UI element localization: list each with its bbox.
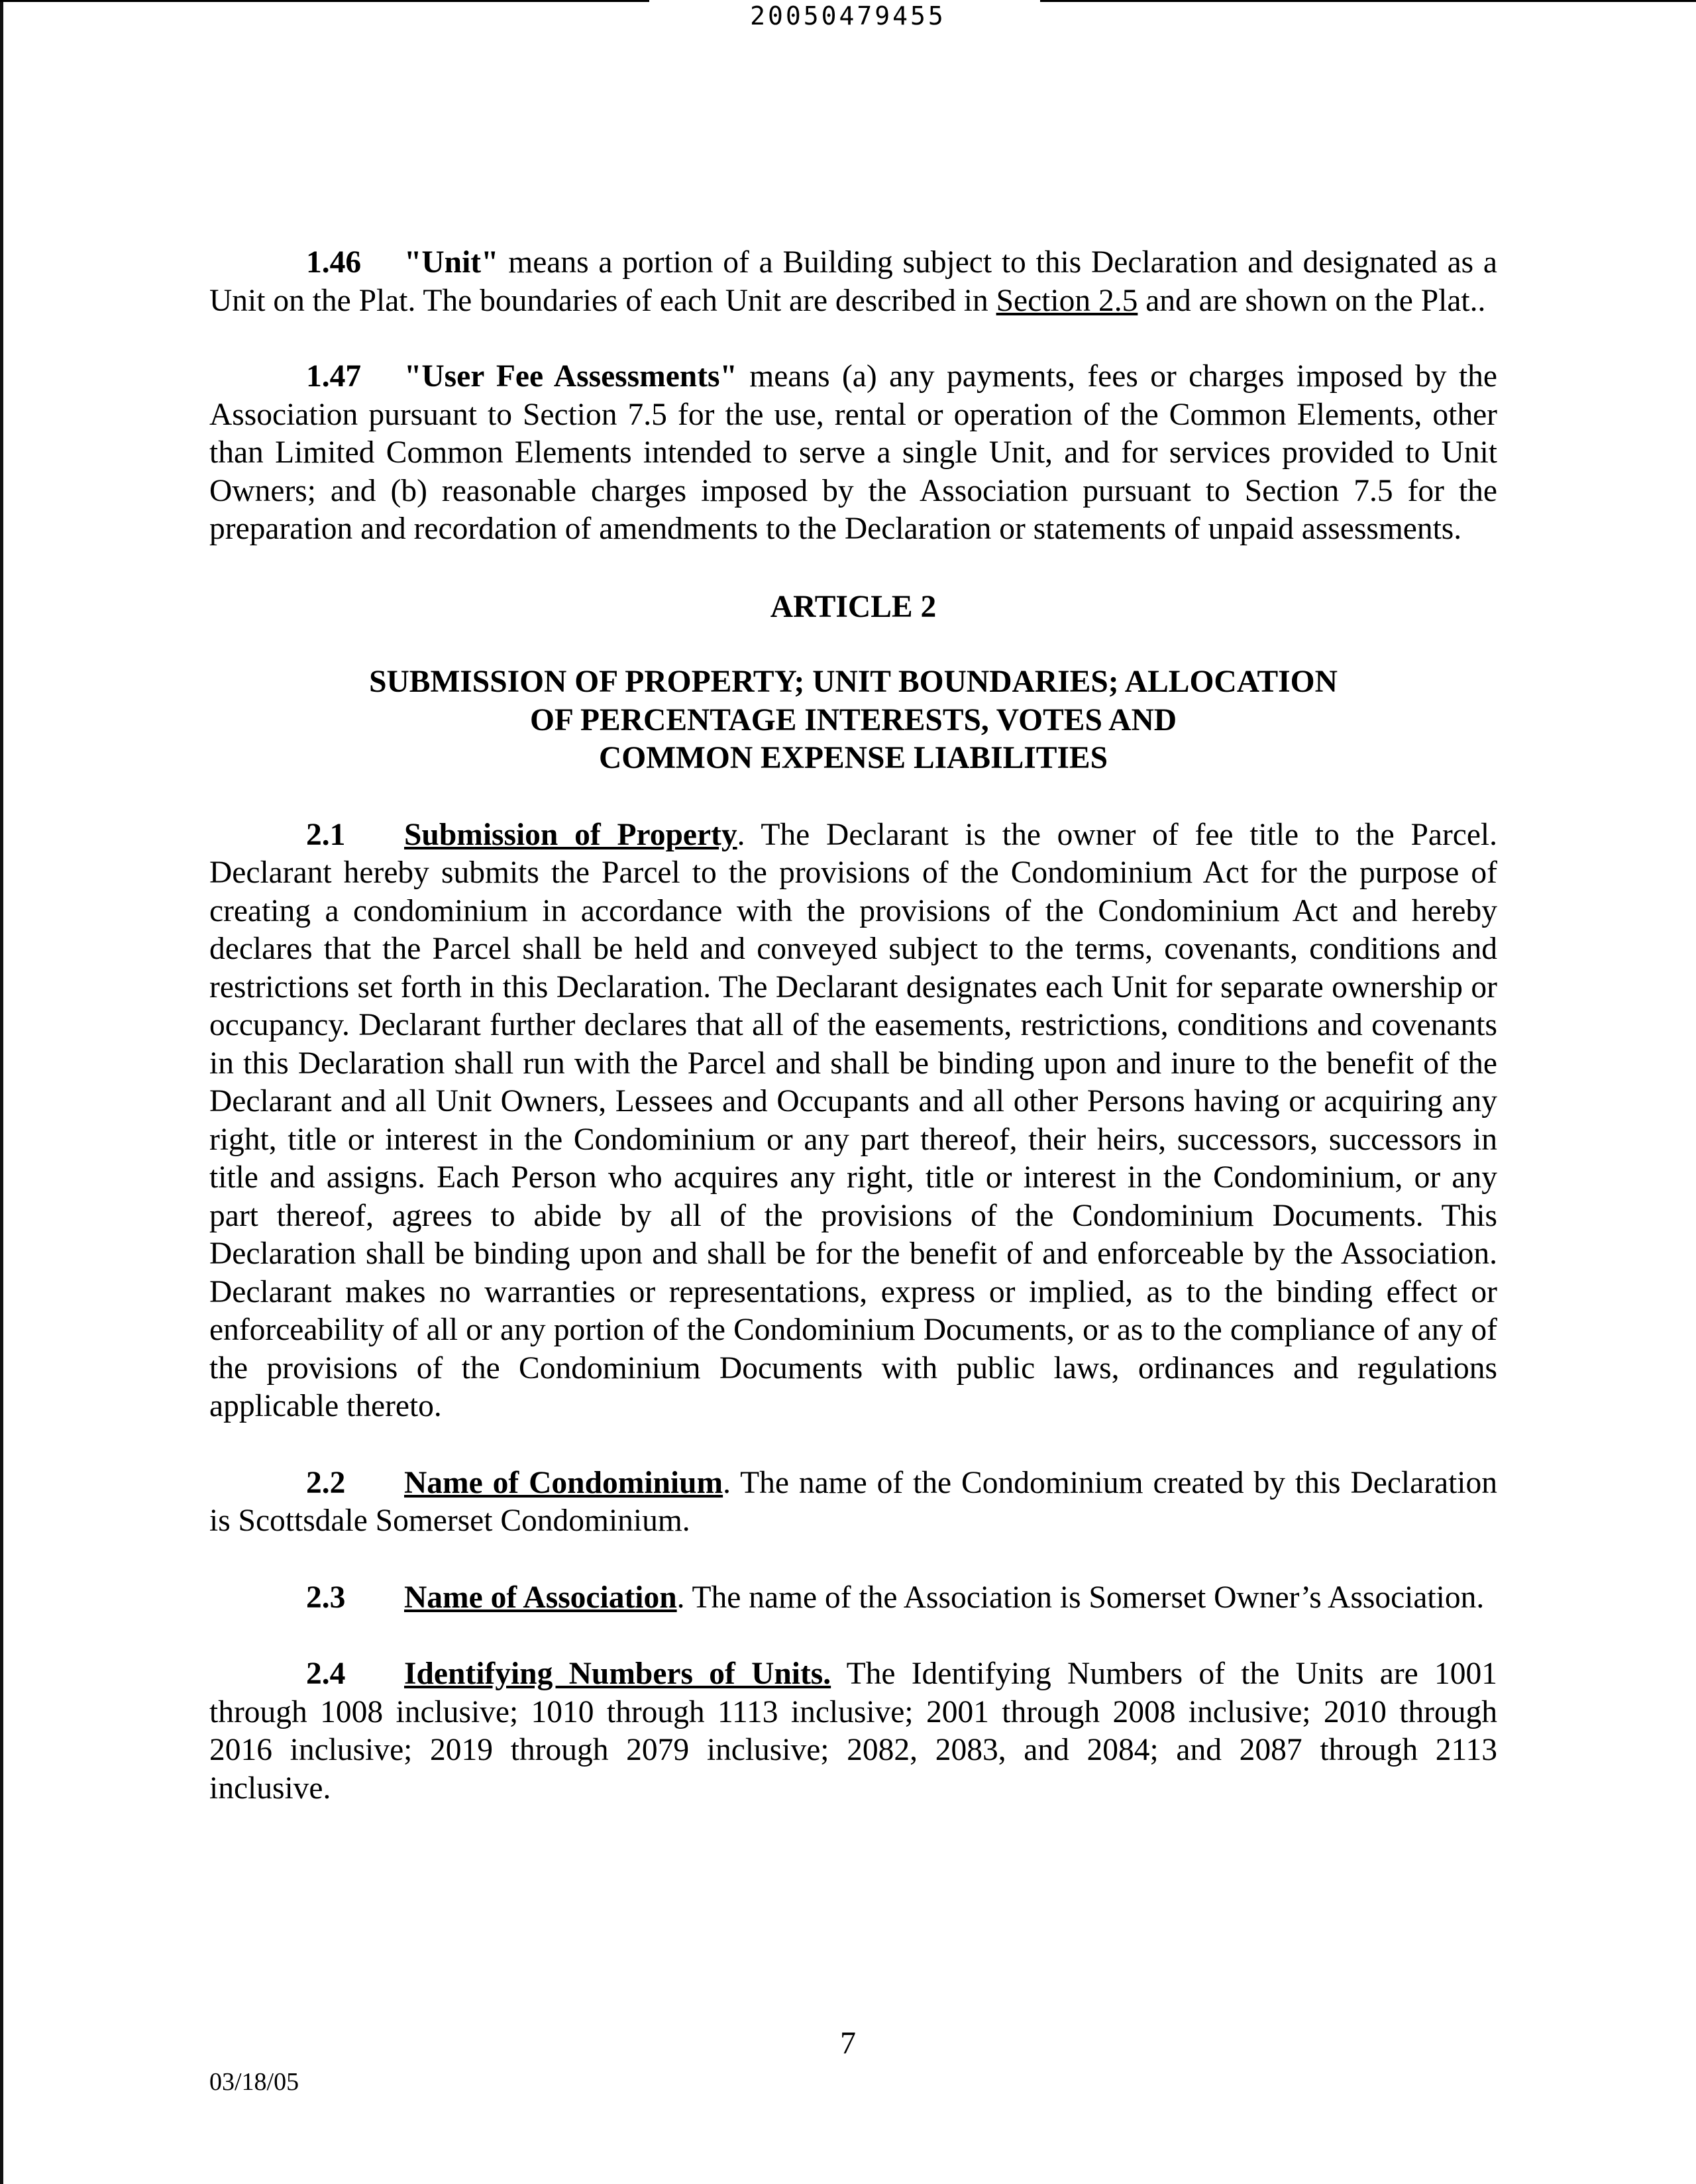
section-text: . The name of the Condominium created by this Declaration is Scottsdale Somerset Condominium.	[209, 1465, 1497, 1538]
section-text: The Identifying Numbers of the Units are 1001 through 1008 inclusive; 1010 through 1113 inclusive; 2001 through 2008 inclusive; 2010 through 2016 inclusive; 2019 through 2079 inclusive; 2082, 2083, and 2084; and 2087 through 2113 inclusive.	[209, 1657, 1497, 1806]
article-heading-line-2: OF PERCENTAGE INTERESTS, VOTES AND	[529, 702, 1177, 737]
section-title: Submission of Property	[404, 817, 737, 852]
section-number: 2.2	[306, 1465, 346, 1500]
document-body	[209, 244, 1497, 1808]
document-recording-number: 20050479455	[750, 1, 946, 30]
section-number: 1.46	[306, 245, 362, 280]
article-heading-line-1: SUBMISSION OF PROPERTY; UNIT BOUNDARIES; ALLOCATION	[369, 665, 1338, 699]
section-2-1	[209, 816, 1497, 1426]
section-reference: Section 2.5	[996, 283, 1138, 318]
page-number: 7	[840, 2026, 856, 2061]
section-text: means (a) any payments, fees or charges imposed by the Association pursuant to Section 7.5 for the use, rental or operation of the Common Elements, other than Limited Common Elements intended to serve a single Unit, and for services provided to Unit Owners; and (b) reasonable charges imposed by the Association pursuant to Section 7.5 for the preparation and recordation of amendments to the Declaration or statements of unpaid assessments.	[209, 359, 1498, 546]
section-text: . The Declarant is the owner of fee title to the Parcel. Declarant hereby submits the Parcel to the provisions of the Condominium Act for the purpose of creating a condominium in accordance with the provisions of the Condominium Act and hereby declares that the Parcel shall be held and conveyed subject to the terms, covenants, conditions and restrictions set forth in this Declaration. The Declarant designates each Unit for separate ownership or occupancy. Declarant further declares that all of the easements, restrictions, conditions and covenants in this Declaration shall run with the Parcel and shall be binding upon and inure to the benefit of the Declarant and all Unit Owners, Lessees and Occupants and all other Persons having or acquiring any right, title or interest in the Condominium or any part thereof, their heirs, successors, successors in title and assigns. Each Person who acquires any right, title or interest in the Condominium, or any part thereof, agrees to abide by all of the provisions of the Condominium Documents. This Declaration shall be binding upon and shall be for the benefit of and enforceable by the Association. Declarant makes no warranties or representations, express or implied, as to the binding effect or enforceability of all or any portion of the Condominium Documents, or as to the compliance of any of the provisions of the Condominium Documents with public laws, ordinances and regulations applicable thereto.	[209, 817, 1497, 1423]
section-text-cont: and are shown on the Plat..	[1138, 283, 1486, 318]
section-number: 2.3	[306, 1580, 346, 1615]
section-title: Name of Association	[404, 1580, 677, 1615]
section-text: means a portion of a Building subject to this Declaration and designated as a Unit on the Plat. The boundaries of each Unit are described in	[209, 245, 1497, 318]
article-heading-line-3: COMMON EXPENSE LIABILITIES	[598, 741, 1108, 775]
section-1-46	[209, 244, 1497, 320]
section-1-47	[209, 358, 1497, 549]
article-title: ARTICLE 2	[770, 589, 937, 624]
section-2-3	[209, 1579, 1497, 1617]
section-number: 2.4	[306, 1657, 346, 1691]
scan-edge	[0, 0, 3, 2184]
section-title: Identifying Numbers of Units.	[404, 1657, 831, 1691]
section-title: Name of Condominium	[404, 1465, 723, 1500]
section-2-4	[209, 1655, 1497, 1808]
section-number: 1.47	[306, 359, 362, 394]
defined-term: "User Fee Assessments"	[404, 359, 737, 394]
section-2-2	[209, 1464, 1497, 1541]
footer-date: 03/18/05	[209, 2068, 299, 2096]
section-text: . The name of the Association is Somerset Owner’s Association.	[676, 1580, 1485, 1615]
section-number: 2.1	[306, 817, 346, 852]
defined-term: "Unit"	[404, 245, 499, 280]
article-heading	[209, 663, 1497, 778]
